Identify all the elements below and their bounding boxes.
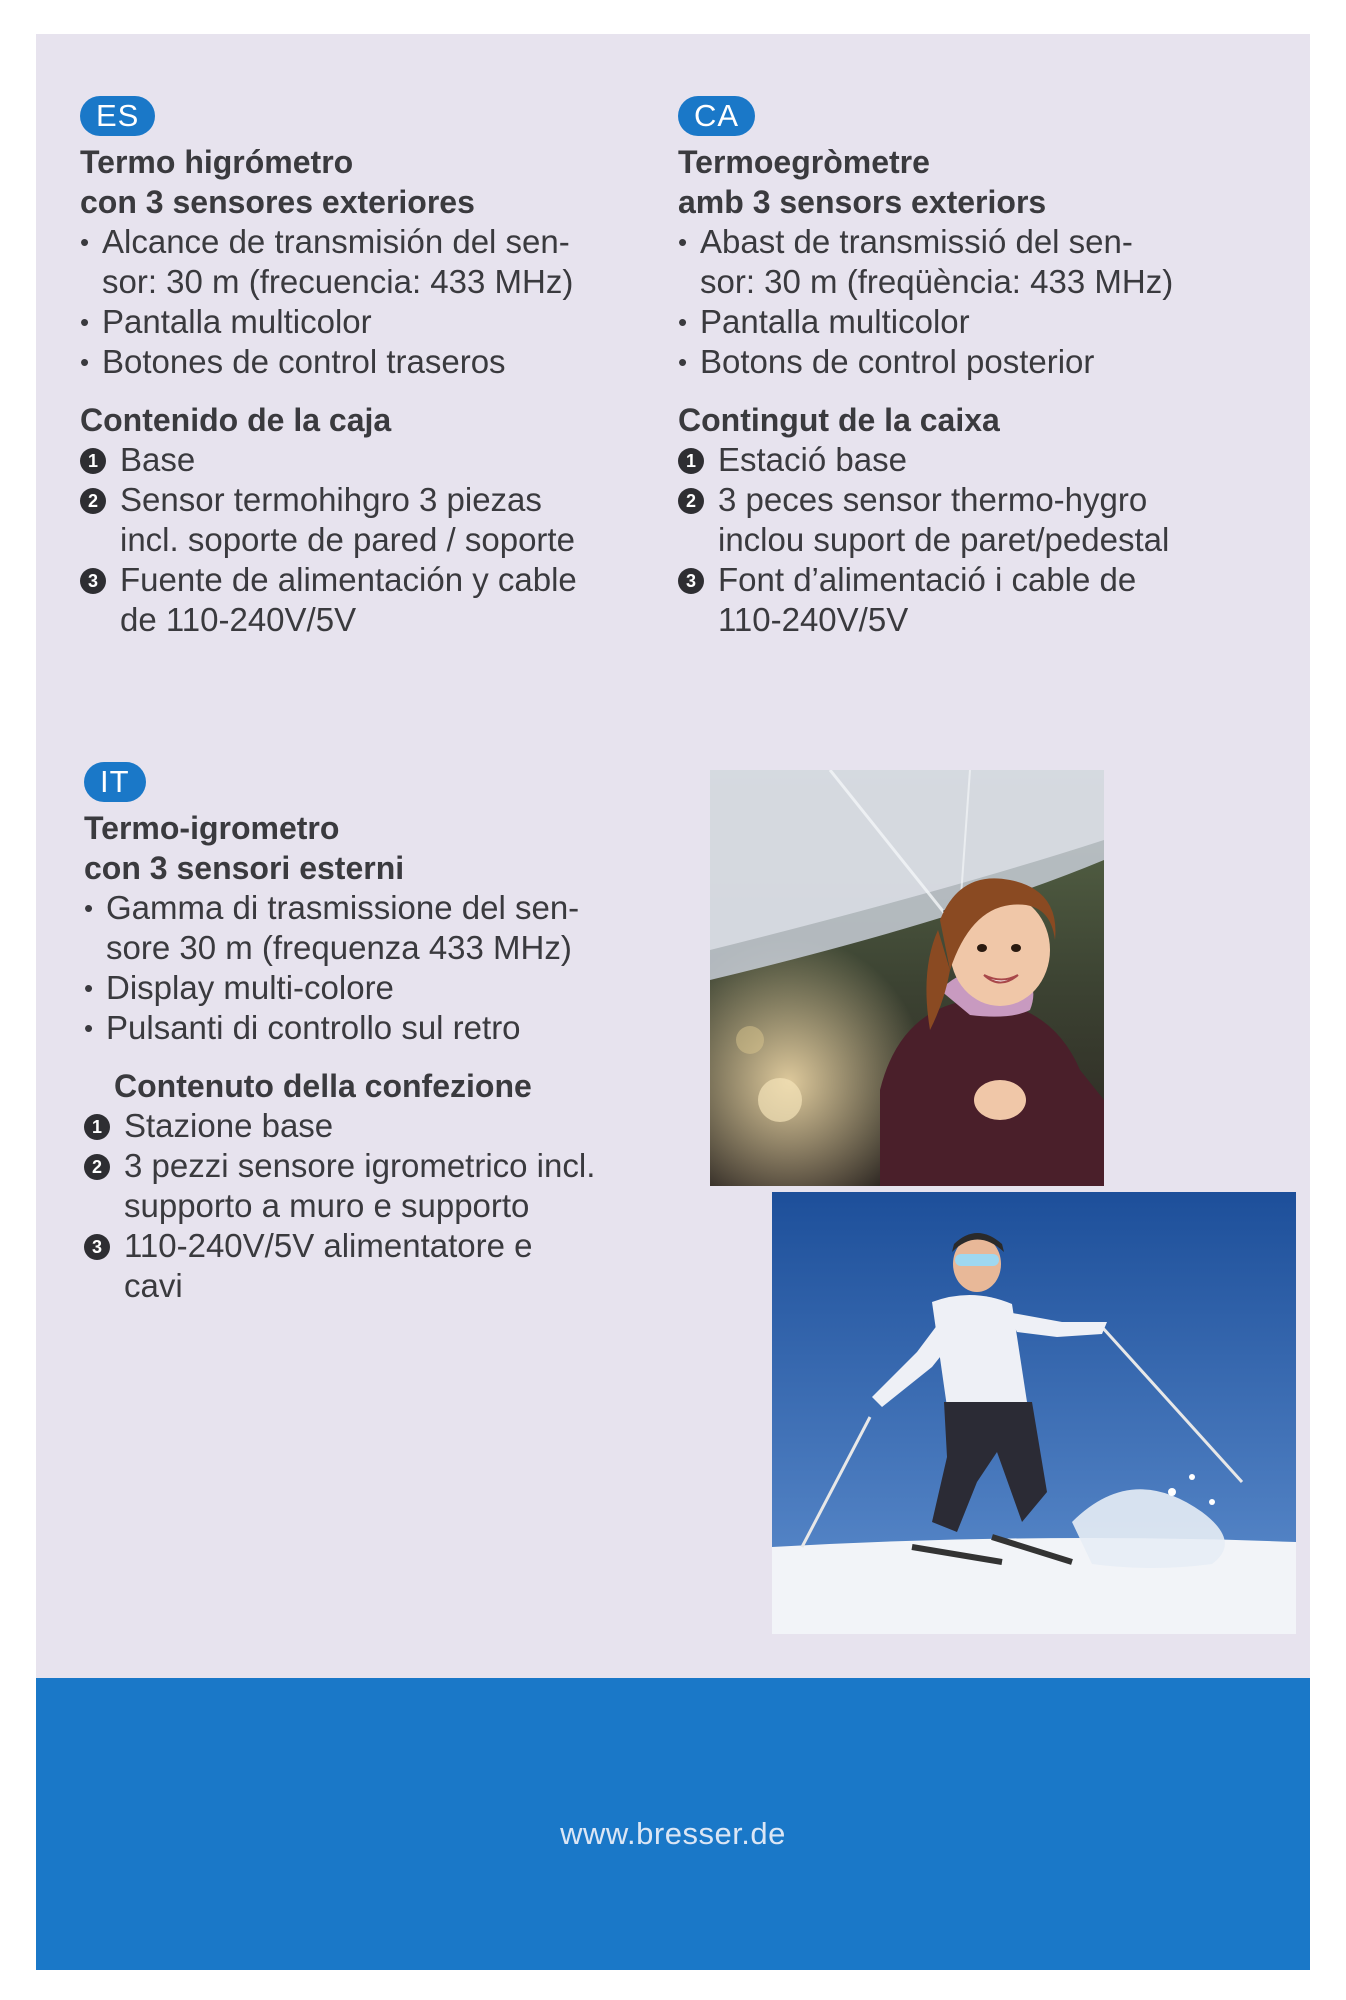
number-2-icon: 2 (678, 488, 704, 514)
feature-item-continued: sor: 30 m (frecuencia: 433 MHz) (102, 263, 574, 300)
product-title-it: Termo-igrometro con 3 sensori esterni (84, 810, 405, 886)
website-link[interactable]: www.bresser.de (560, 1816, 786, 1851)
section-it (84, 762, 664, 1306)
section-es (80, 96, 660, 640)
number-1-icon: 1 (84, 1114, 110, 1140)
feature-item: • Pantalla multicolor (80, 302, 660, 342)
feature-item: • Botones de control traseros (80, 342, 660, 382)
girl-umbrella-illustration (710, 770, 1104, 1186)
feature-item: • Gamma di trasmissione del sen- (84, 888, 664, 928)
number-1-icon: 1 (678, 448, 704, 474)
feature-item: • Alcance de transmisión del sen- (80, 222, 660, 262)
contents-item: 3 Font d’alimentació i cable de 110-240V/5V (678, 560, 1278, 640)
contents-item: 2 3 peces sensor thermo-hygro inclou suport de paret/pedestal (678, 480, 1278, 560)
section-ca (678, 96, 1278, 640)
number-2-icon: 2 (80, 488, 106, 514)
number-3-icon: 3 (80, 568, 106, 594)
footer-band (36, 1678, 1310, 1970)
contents-item: 1 Estació base (678, 440, 1278, 480)
feature-item: • Pulsanti di controllo sul retro (84, 1008, 664, 1048)
contents-title-ca: Contingut de la caixa (678, 402, 1000, 438)
feature-item-continued: sore 30 m (frequenza 433 MHz) (106, 929, 572, 966)
skier-illustration (772, 1192, 1296, 1634)
feature-item-continued: sor: 30 m (freqüència: 433 MHz) (700, 263, 1174, 300)
contents-item: 2 3 pezzi sensore igrometrico incl. supporto a muro e supporto (84, 1146, 664, 1226)
feature-list-ca (678, 222, 1278, 382)
contents-title-es: Contenido de la caja (80, 402, 392, 438)
contents-title-it: Contenuto della confezione (114, 1068, 532, 1104)
number-3-icon: 3 (678, 568, 704, 594)
number-2-icon: 2 (84, 1154, 110, 1180)
contents-item: 1 Base (80, 440, 660, 480)
feature-item: • Abast de transmissió del sen- (678, 222, 1278, 262)
feature-list-es (80, 222, 660, 382)
feature-item: • Display multi-colore (84, 968, 664, 1008)
contents-list-es (80, 440, 660, 640)
language-badge-it: IT (84, 762, 146, 802)
contents-list-it (84, 1106, 664, 1306)
feature-item: • Botons de control posterior (678, 342, 1278, 382)
feature-list-it (84, 888, 664, 1048)
number-1-icon: 1 (80, 448, 106, 474)
feature-item: • Pantalla multicolor (678, 302, 1278, 342)
contents-item: 3 Fuente de alimentación y cable de 110-240V/5V (80, 560, 660, 640)
photo-girl-umbrella (710, 770, 1104, 1186)
contents-item: 3 110-240V/5V alimentatore e cavi (84, 1226, 664, 1306)
number-3-icon: 3 (84, 1234, 110, 1260)
product-title-ca: Termoegròmetre amb 3 sensors exteriors (678, 144, 1047, 220)
language-badge-ca: CA (678, 96, 755, 136)
contents-item: 2 Sensor termohihgro 3 piezas incl. soporte de pared / soporte (80, 480, 660, 560)
contents-list-ca (678, 440, 1278, 640)
contents-item: 1 Stazione base (84, 1106, 664, 1146)
photo-skier (772, 1192, 1296, 1634)
language-badge-es: ES (80, 96, 155, 136)
product-title-es: Termo higrómetro con 3 sensores exteriores (80, 144, 475, 220)
